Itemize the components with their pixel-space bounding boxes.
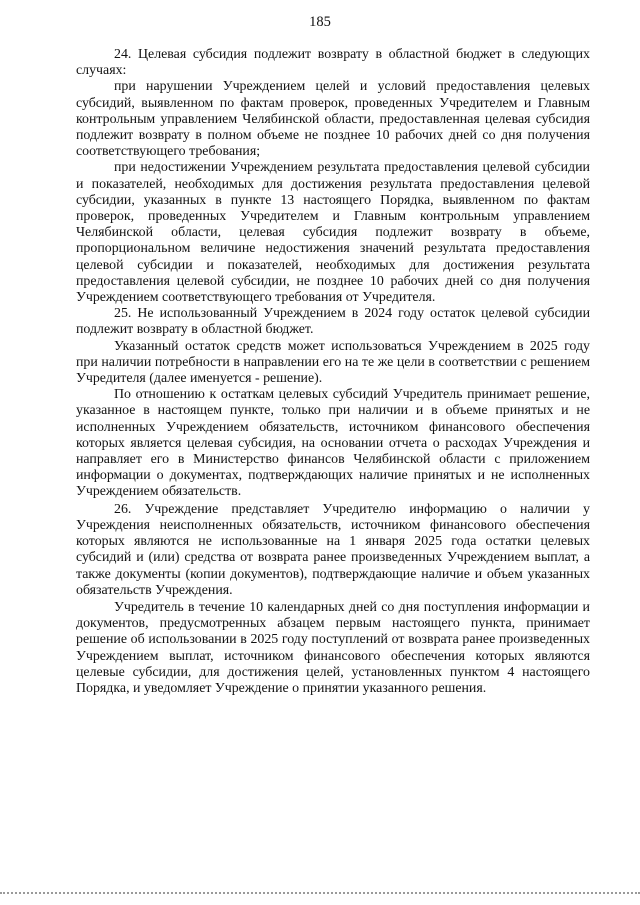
paragraph-24: 24. Целевая субсидия подлежит возврату в областной бюджет в следующих случаях:	[76, 47, 590, 79]
paragraph-26: 26. Учреждение представляет Учредителю информацию о наличии у Учреждения неисполненных обязательств, источником финансового обеспечения которых являются не использованные на 1 января 2025 года остатки целевых субсидий и (или) средства от возврата ранее произведенных Учреждением выплат, а также документы (копии документов), подтверждающие наличие и объем указанных обязательств Учреждения.	[76, 501, 590, 598]
document-body	[76, 47, 590, 697]
paragraph-25-decision: По отношению к остаткам целевых субсидий Учредитель принимает решение, указанное в настоящем пункте, только при наличии и в объеме принятых и не исполненных Учреждением обязательств, источником финансового обеспечения которых является целевая субсидия, на основании отчета о расходах Учреждения и направляет его в Министерство финансов Челябинской области с приложением информации о документах, подтверждающих наличие принятых и не исполненных Учреждением обязательств.	[76, 387, 590, 500]
scan-bottom-edge	[0, 892, 640, 894]
paragraph-25: 25. Не использованный Учреждением в 2024 году остаток целевой субсидии подлежит возврату в областной бюджет.	[76, 306, 590, 338]
paragraph-24-case-nonachievement: при недостижении Учреждением результата предоставления целевой субсидии и показателей, необходимых для достижения результата предоставления целевой субсидии, указанных в пункте 13 настоящего Порядка, выявленном по фактам проверок, проведенных Учредителем и Главным контрольным управлением Челябинской области, целевая субсидия подлежит возврату в объеме, пропорциональном величине недостижения значений результата предоставления целевой субсидии и показателей, необходимых для достижения результата предоставления целевой субсидии, не позднее 10 рабочих дней со дня получения Учреждением соответствующего требования от Учредителя.	[76, 160, 590, 306]
paragraph-24-case-violation: при нарушении Учреждением целей и условий предоставления целевых субсидий, выявленном по фактам проверок, проведенных Учредителем и Главным контрольным управлением Челябинской области, предоставленная целевая субсидия подлежит возврату в полном объеме не позднее 10 рабочих дней со дня получения соответствующего требования;	[76, 79, 590, 160]
paragraph-26-founder-decision: Учредитель в течение 10 календарных дней со дня поступления информации и документов, предусмотренных абзацем первым настоящего пункта, принимает решение об использовании в 2025 году поступлений от возврата ранее произведенных Учреждением выплат, источником финансового обеспечения которых являются целевые субсидии, для достижения целей, установленных пунктом 4 настоящего Порядка, и уведомляет Учреждение о принятии указанного решения.	[76, 599, 590, 696]
paragraph-25-remainder-use: Указанный остаток средств может использоваться Учреждением в 2025 году при наличии потребности в направлении его на те же цели в соответствии с решением Учредителя (далее именуется - решение).	[76, 338, 590, 387]
page-number: 185	[309, 14, 331, 30]
